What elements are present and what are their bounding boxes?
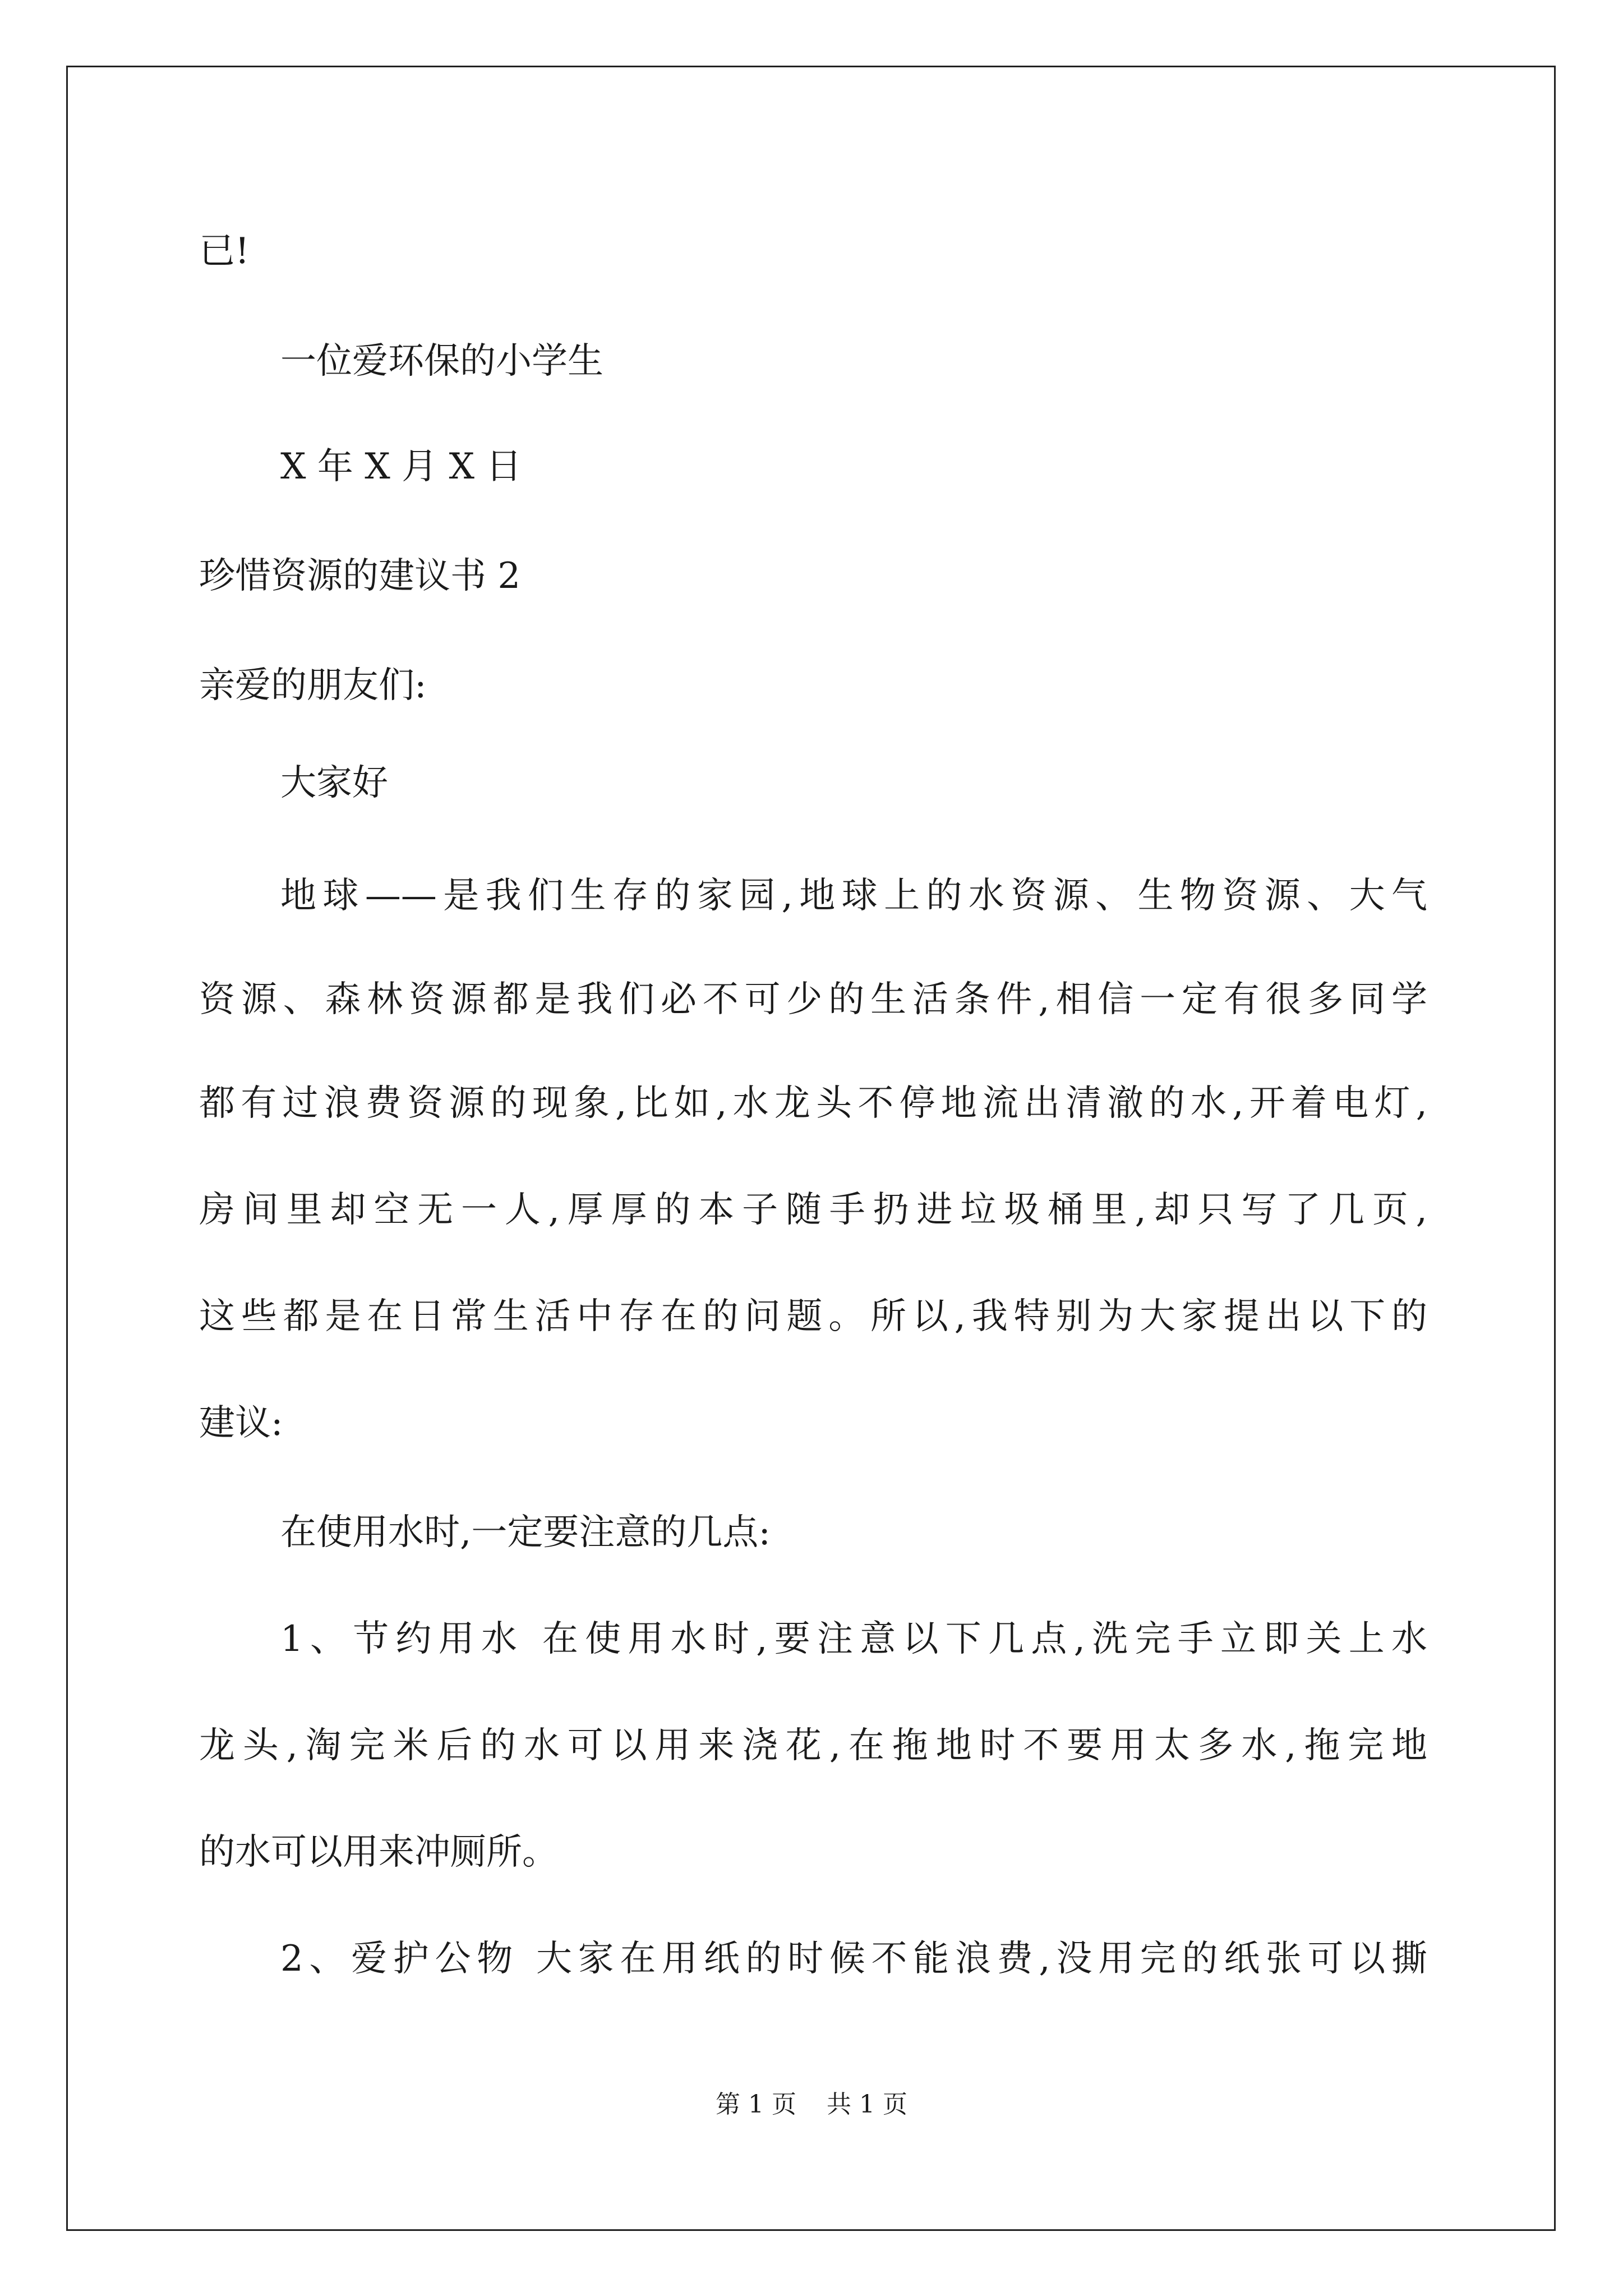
- page-footer: [0, 2092, 1623, 2117]
- signature-line: 一位爱环保的小学生: [280, 341, 603, 382]
- paragraph-line: 这些都是在日常生活中存在的问题。所以,我特别为大家提出以下的: [199, 1296, 1427, 1337]
- paragraph-line: 在使用水时,一定要注意的几点:: [280, 1512, 771, 1553]
- salutation: 亲爱的朋友们:: [199, 665, 427, 706]
- paragraph-line: 资源、森林资源都是我们必不可少的生活条件,相信一定有很多同学: [199, 979, 1427, 1020]
- paragraph-line: 地球——是我们生存的家园,地球上的水资源、生物资源、大气: [280, 875, 1427, 917]
- page-frame: [66, 66, 1556, 2231]
- paragraph-line: 房间里却空无一人,厚厚的本子随手扔进垃圾桶里,却只写了几页,: [199, 1189, 1427, 1231]
- paragraph-line: 1、节约用水 在使用水时,要注意以下几点,洗完手立即关上水: [280, 1618, 1427, 1660]
- section-title: 珍惜资源的建议书 2: [199, 555, 521, 597]
- greeting: 大家好: [280, 762, 388, 804]
- date-line: X 年 X 月 X 日: [280, 446, 522, 487]
- page-number: 第 1 页: [716, 2090, 796, 2119]
- paragraph-line: 都有过浪费资源的现象,比如,水龙头不停地流出清澈的水,开着电灯,: [199, 1083, 1427, 1124]
- page-total: 共 1 页: [827, 2090, 907, 2119]
- paragraph-line: 龙头,淘完米后的水可以用来浇花,在拖地时不要用太多水,拖完地: [199, 1725, 1427, 1766]
- text-line-continuation: 已!: [199, 231, 250, 272]
- paragraph-line: 的水可以用来冲厕所。: [199, 1832, 558, 1873]
- paragraph-line: 2、爱护公物 大家在用纸的时候不能浪费,没用完的纸张可以撕: [280, 1938, 1427, 1980]
- paragraph-line: 建议:: [199, 1402, 283, 1444]
